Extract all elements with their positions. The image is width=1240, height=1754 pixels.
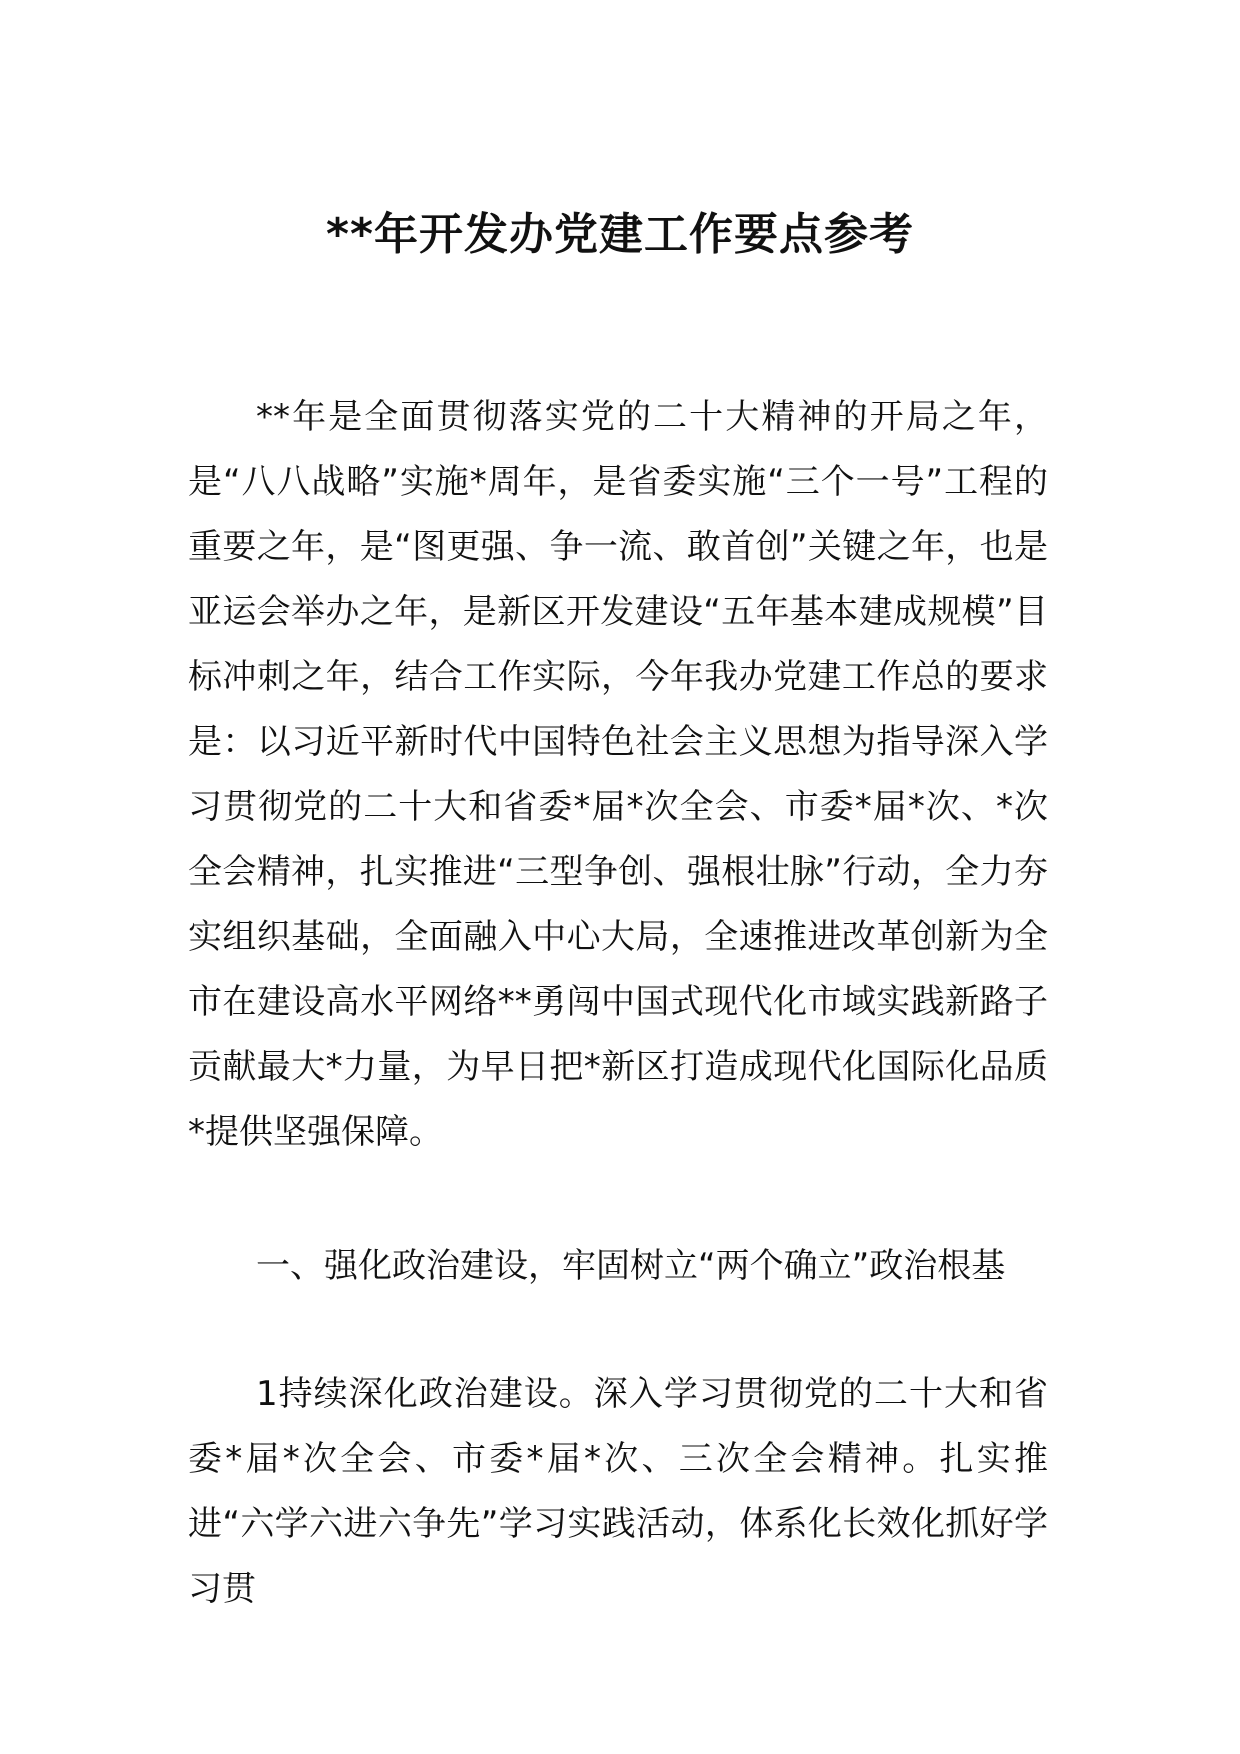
document-title: **年开发办党建工作要点参考 bbox=[325, 209, 915, 260]
section-heading: 一、强化政治建设，牢固树立“两个确立”政治根基 bbox=[256, 1246, 1006, 1286]
intro-paragraph: **年是全面贯彻落实党的二十大精神的开局之年，是“八八战略”实施*周年，是省委实施“三个一号”工程的重要之年，是“图更强、争一流、敢首创”关键之年，也是亚运会举办之年，是新区开发建设“五年基本建成规模”目标冲刺之年，结合工作实际，今年我办党建工作总的要求是：以习近平新时代中国特色社会主义思想为指导深入学习贯彻党的二十大和省委*届*次全会、市委*届*次、*次全会精神，扎实推进“三型争创、强根壮脉”行动，全力夯实组织基础，全面融入中心大局，全速推进改革创新为全市在建设高水平网络**勇闯中国式现代化市域实践新路子贡献最大*力量，为早日把*新区打造成现代化国际化品质*提供坚强保障。 bbox=[188, 397, 1048, 1152]
item-paragraph: 1持续深化政治建设。深入学习贯彻党的二十大和省委*届*次全会、市委*届*次、三次全会精神。扎实推进“六学六进六争先”学习实践活动，体系化长效化抓好学习贯 bbox=[188, 1374, 1048, 1609]
